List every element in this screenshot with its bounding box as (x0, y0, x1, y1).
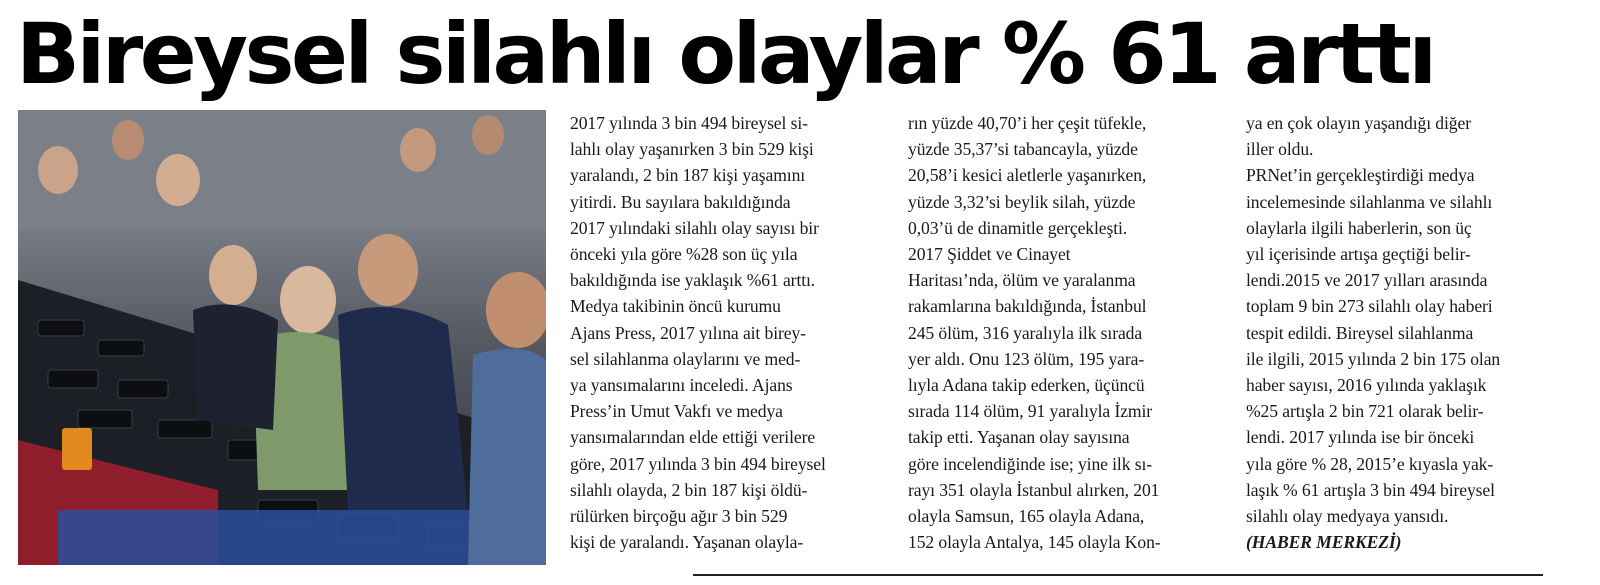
body-text-line: silahlı olay medyaya yansıdı. (1246, 506, 1449, 527)
body-text-line: 2017 yılında 3 bin 494 bireysel si- (570, 113, 808, 133)
body-text-line: silahlı olayda, 2 bin 187 kişi öldü- (570, 479, 808, 500)
article-column-1 (570, 110, 900, 570)
body-text-line: Medya takibinin öncü kurumu (570, 296, 781, 317)
body-text-line: yüzde 35,37’si tabancayla, yüzde (908, 139, 1138, 160)
body-text-line: ile ilgili, 2015 yılında 2 bin 175 olan (1246, 348, 1501, 369)
body-text-line: ya yansımalarını inceledi. Ajans (570, 375, 793, 396)
body-text-line: 2017 yılındaki silahlı olay sayısı bir (570, 217, 819, 238)
body-text-line: 2017 Şiddet ve Cinayet (908, 244, 1071, 265)
body-text-line: göre, 2017 yılında 3 bin 494 bireysel (570, 453, 826, 474)
body-text-line: lendi. 2017 yılında ise bir önceki (1246, 427, 1475, 448)
body-text-line: bakıldığında ise yaklaşık %61 arttı. (570, 270, 816, 291)
body-text-line: sel silahlanma olaylarını ve med- (570, 348, 801, 369)
article-column-2 (908, 110, 1238, 570)
body-text-line: rakamlarına bakıldığında, İstanbul (908, 296, 1147, 317)
gun-show-photo-icon (18, 110, 546, 565)
body-text-line: yüzde 3,32’si beylik silah, yüzde (908, 191, 1136, 212)
body-text-line: kişi de yaralandı. Yaşanan olayla- (570, 532, 804, 553)
body-text-line: %25 artışla 2 bin 721 olarak belir- (1246, 401, 1484, 422)
body-text-line: rayı 351 olayla İstanbul alırken, 201 (908, 479, 1160, 500)
body-text-line: toplam 9 bin 273 silahlı olay haberi (1246, 296, 1493, 317)
body-text-line: Press’in Umut Vakfı ve medya (570, 401, 783, 422)
body-text-line: incelemesinde silahlanma ve silahlı (1246, 191, 1493, 212)
body-text-line: yansımalarından elde ettiği verilere (570, 427, 816, 448)
body-text-line: yıla göre % 28, 2015’e kıyasla yak- (1246, 453, 1494, 474)
body-text-line: laşık % 61 artışla 3 bin 494 bireysel (1246, 479, 1495, 500)
body-text-line: yıl içerisinde artışa geçtiği belir- (1246, 244, 1471, 265)
byline: (HABER MERKEZİ) (1246, 532, 1402, 553)
body-text-line: ya en çok olayın yaşandığı diğer (1246, 113, 1471, 133)
body-text-line: lendi.2015 ve 2017 yılları arasında (1246, 270, 1488, 291)
body-text-line: iller oldu. (1246, 139, 1314, 160)
body-text-line: yaralandı, 2 bin 187 kişi yaşamını (570, 165, 806, 186)
body-text-line: göre incelendiğinde ise; yine ilk sı- (908, 453, 1153, 474)
body-text-line: yitirdi. Bu sayılara bakıldığında (570, 191, 791, 212)
body-text-line: PRNet’in gerçekleştirdiği medya (1246, 165, 1475, 186)
body-text-line: haber sayısı, 2016 yılında yaklaşık (1246, 375, 1487, 396)
body-text-line: lahlı olay yaşanırken 3 bin 529 kişi (570, 139, 814, 160)
body-text-line: olaylarla ilgili haberlerin, son üç (1246, 217, 1472, 238)
body-text-line: rın yüzde 40,70’i her çeşit tüfekle, (908, 113, 1147, 133)
body-text-line: önceki yıla göre %28 son üç yıla (570, 244, 798, 265)
body-text-line: 152 olayla Antalya, 145 olayla Kon- (908, 532, 1161, 553)
body-text-line: sırada 114 ölüm, 91 yaralıyla İzmir (908, 401, 1153, 422)
body-text-line: 245 ölüm, 316 yaralıyla ilk sırada (908, 322, 1143, 343)
body-text-line: yer aldı. Onu 123 ölüm, 195 yara- (908, 348, 1145, 369)
bottom-rule (693, 574, 1543, 576)
headline: Bireysel silahlı olaylar % 61 arttı (16, 5, 1434, 103)
article-column-3 (1246, 110, 1576, 570)
body-text-line: Haritası’nda, ölüm ve yaralanma (908, 270, 1136, 291)
article-photo (18, 110, 546, 565)
body-text-line: Ajans Press, 2017 yılına ait birey- (570, 322, 806, 343)
body-text-line: takip etti. Yaşanan olay sayısına (908, 427, 1130, 448)
body-text-line: 20,58’i kesici aletlerle yaşanırken, (908, 165, 1147, 186)
body-text-line: tespit edildi. Bireysel silahlanma (1246, 322, 1474, 343)
body-text-line: lıyla Adana takip ederken, üçüncü (908, 375, 1145, 396)
body-text-line: rülürken birçoğu ağır 3 bin 529 (570, 506, 788, 527)
body-text-line: olayla Samsun, 165 olayla Adana, (908, 506, 1145, 527)
body-text-line: 0,03’ü de dinamitle gerçekleşti. (908, 217, 1128, 238)
